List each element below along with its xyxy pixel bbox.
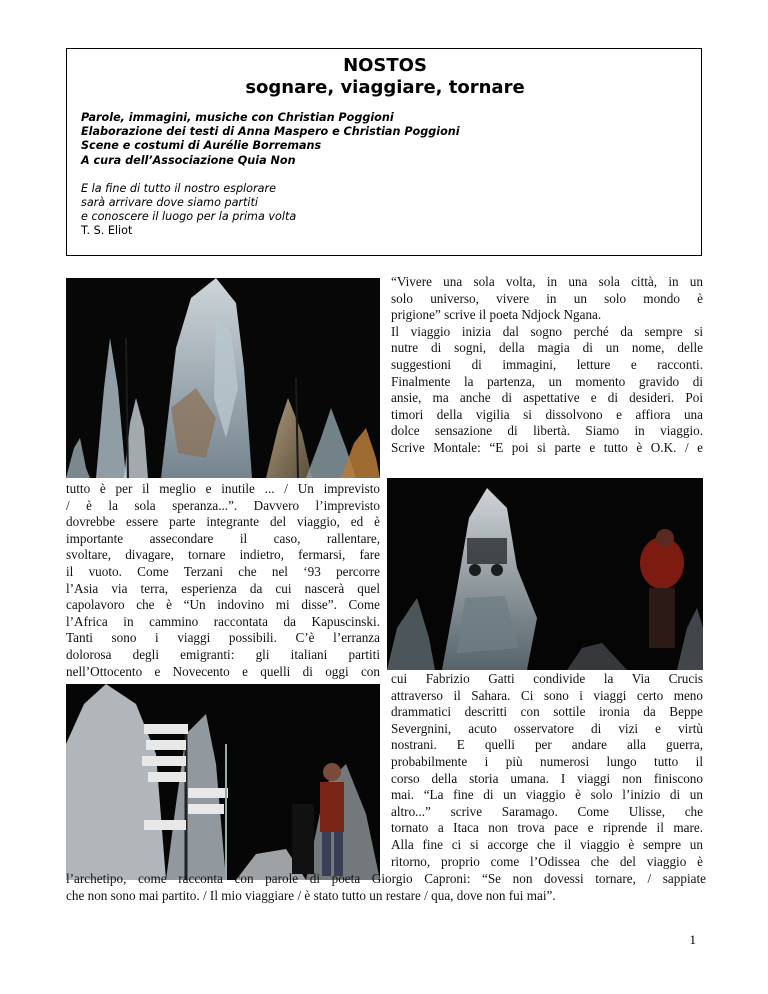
text-line: dovrebbe essere parte integrante del viaggio, ed è bbox=[66, 514, 380, 530]
credit-line: Parole, immagini, musiche con Christian Poggioni bbox=[81, 111, 394, 124]
text-line: probabilmente i più numerosi lungo tutto il bbox=[391, 753, 703, 769]
text-line: prigione” scrive il poeta Ndjock Ngana. bbox=[391, 307, 602, 323]
stage-photo-train bbox=[387, 478, 703, 670]
epigraph-line: e conoscere il luogo per la prima volta bbox=[81, 210, 297, 224]
text-line: tornato a Itaca non trova pace e riprende il mare. bbox=[391, 820, 703, 836]
header-box bbox=[66, 48, 702, 256]
text-line: Alla fine ci si accorge che il viaggio è sempre un bbox=[391, 836, 703, 852]
text-line: / è la sola speranza...”. Davvero l’imprevisto bbox=[66, 497, 380, 513]
page-subtitle: sognare, viaggiare, tornare bbox=[245, 77, 525, 98]
article-text-block-4 bbox=[66, 871, 706, 904]
stage-photo-signposts bbox=[66, 684, 380, 880]
text-line: importante assecondare il caso, rallentare, bbox=[66, 530, 380, 546]
text-line: Scrive Montale: “E poi si parte e tutto è O.K. / e bbox=[391, 439, 703, 455]
text-line: mai. “La fine di un viaggio è solo l’inizio di un bbox=[391, 787, 703, 803]
text-line: Tanti sono i viaggi possibili. C’è l’erranza bbox=[66, 630, 380, 646]
stage-photo-mountains bbox=[66, 278, 380, 478]
text-line: attraverso il Sahara. Ci sono i viaggi certo meno bbox=[391, 687, 703, 703]
text-line: nostrani. E quelli per andare alla guerra, bbox=[391, 737, 703, 753]
text-line: capolavoro che è “Un indovino mi disse”. Come bbox=[66, 597, 380, 613]
text-line: l’Africa in cammino raccontata da Kapuscinski. bbox=[66, 613, 380, 629]
page-title: NOSTOS bbox=[343, 55, 427, 76]
text-line: ansie, ma anche di aspettative e di desideri. Poi bbox=[391, 390, 703, 406]
credits bbox=[81, 111, 689, 168]
text-line: il vuoto. Come Terzani che nel ‘93 percorre bbox=[66, 563, 380, 579]
epigraph bbox=[81, 182, 689, 239]
credit-line: Scene e costumi di Aurélie Borremans bbox=[81, 139, 322, 153]
epigraph-author: T. S. Eliot bbox=[81, 224, 133, 238]
text-line: l’Asia via terra, esperienza da cui nascerà quel bbox=[66, 580, 380, 596]
text-line: cui Fabrizio Gatti condivide la Via Crucis bbox=[391, 671, 703, 686]
epigraph-line: sarà arrivare dove siamo partiti bbox=[81, 196, 259, 210]
text-line: Severgnini, acuto osservatore di vizi e virtù bbox=[391, 720, 703, 736]
text-line: altro...” scrive Saramago. Come Ulisse, che bbox=[391, 803, 703, 819]
article-text-block-2 bbox=[66, 481, 380, 680]
page-number: 1 bbox=[689, 932, 696, 947]
text-line: suggestioni di immagini, letture e racconti. bbox=[391, 356, 703, 372]
text-line: solo universo, vivere in un solo mondo è bbox=[391, 290, 703, 306]
text-line: dolorosa degli emigranti: gli italiani partiti bbox=[66, 646, 380, 662]
text-line: timori della vigilia si dissolvono e affiora una bbox=[391, 406, 703, 422]
text-line: tutto è per il meglio e inutile ... / Un imprevisto bbox=[66, 481, 380, 496]
text-line: nutre di sogni, della magia di un nome, delle bbox=[391, 340, 703, 356]
text-line: ritorno, proprio come l’Odissea che del viaggio è bbox=[391, 853, 703, 869]
text-line: corso della storia umana. I viaggi non finiscono bbox=[391, 770, 703, 786]
article-text-block-3 bbox=[391, 671, 703, 870]
text-line: Finalmente la partenza, un momento gravido di bbox=[391, 373, 703, 389]
text-line: “Vivere una sola volta, in una sola città, in un bbox=[391, 274, 703, 289]
text-line: l’archetipo, come racconta con parole di poeta Giorgio Caproni: “Se non dovessi tornare, / sappiate bbox=[66, 871, 706, 886]
epigraph-line: E la fine di tutto il nostro esplorare bbox=[81, 181, 276, 195]
text-line: che non sono mai partito. / Il mio viaggiare / è stato tutto un restare / qua, dove non fui mai”. bbox=[66, 887, 556, 903]
text-line: nell’Ottocento e Novecento e quelli di oggi con bbox=[66, 663, 380, 679]
text-line: drammatici descritti con sottile ironia da Beppe bbox=[391, 704, 703, 720]
credit-line: Elaborazione dei testi di Anna Maspero e Christian Poggioni bbox=[81, 125, 460, 139]
text-line: dolce sensazione di libertà. Siamo in viaggio. bbox=[391, 423, 703, 439]
text-line: svoltare, divagare, tornare indietro, fermarsi, fare bbox=[66, 547, 380, 563]
text-line: Il viaggio inizia dal sogno perché da sempre si bbox=[391, 323, 703, 339]
credit-line: A cura dell’Associazione Quia Non bbox=[81, 153, 296, 167]
article-text-block-1 bbox=[391, 274, 703, 457]
